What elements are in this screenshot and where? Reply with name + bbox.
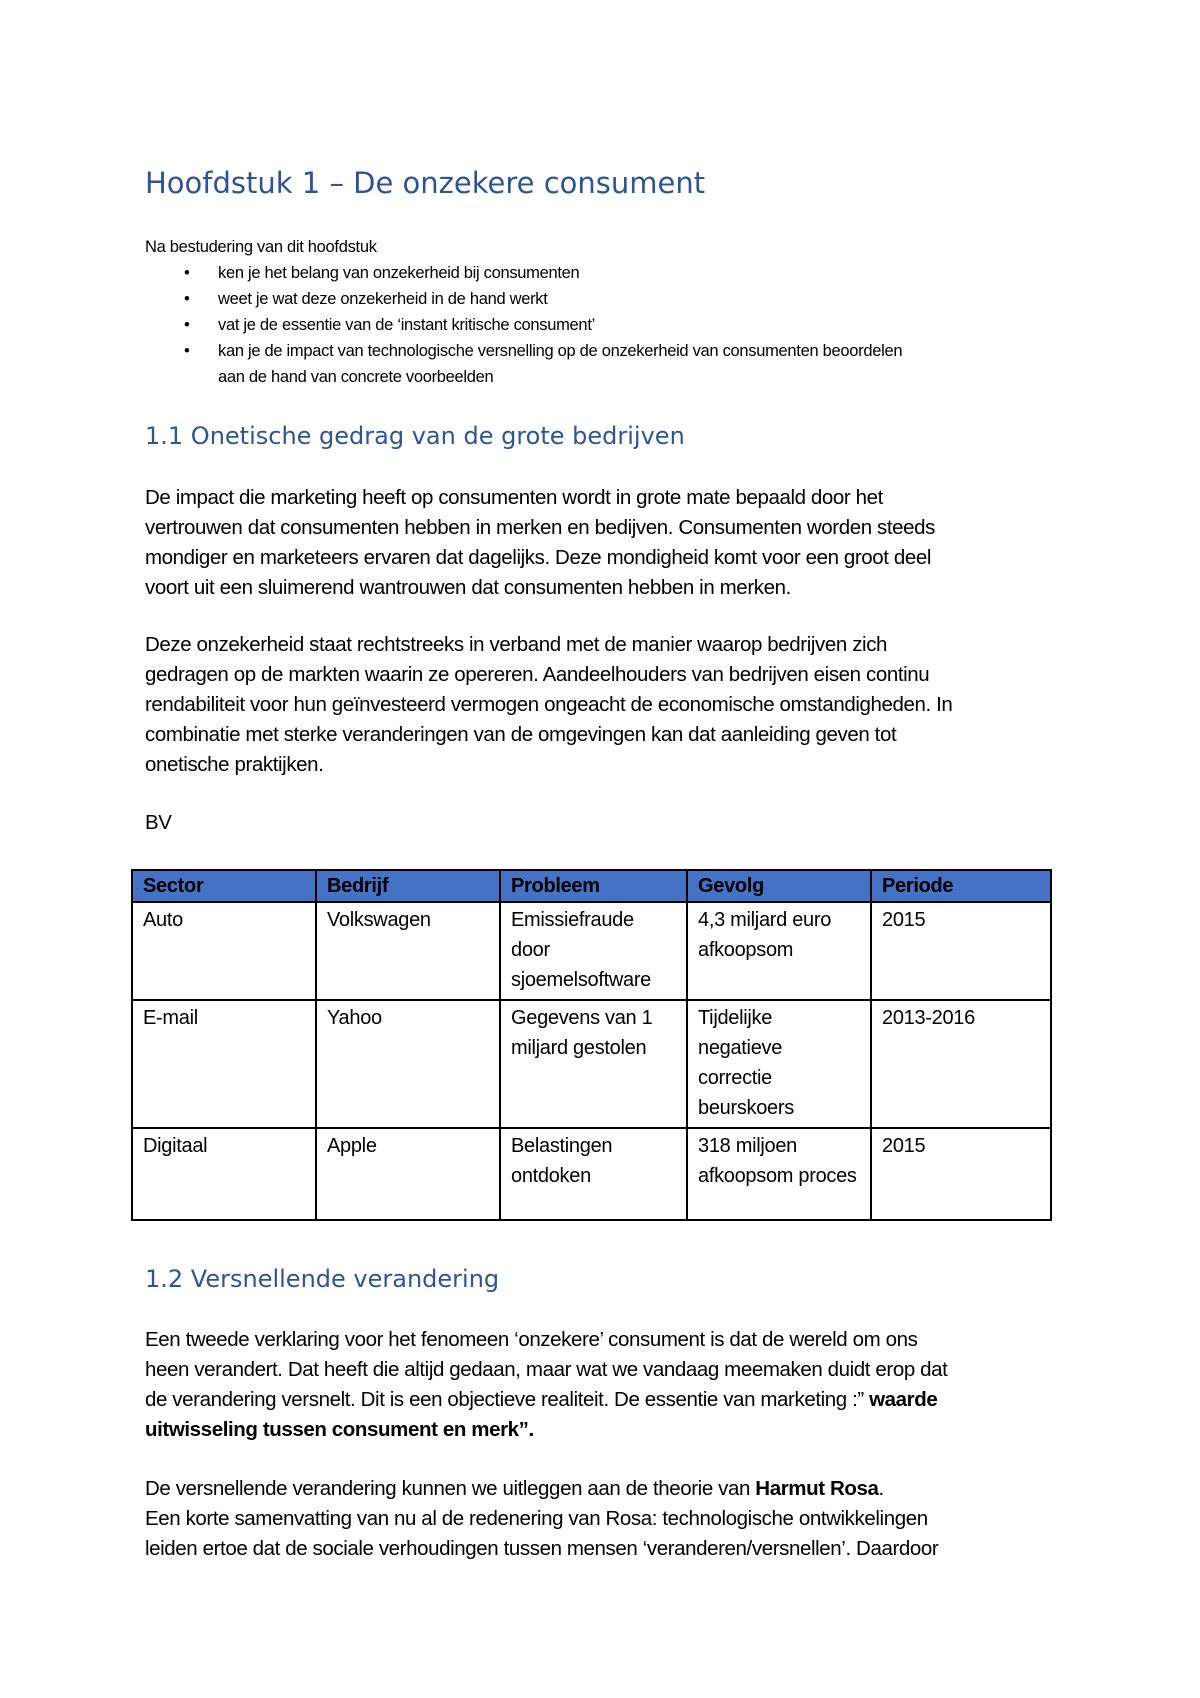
table-cell: Volkswagen <box>316 902 500 1000</box>
table-cell: Digitaal <box>132 1128 316 1220</box>
table-cell: 4,3 miljard euro afkoopsom <box>687 902 871 1000</box>
list-item-text: vat je de essentie van de ‘instant kritische consument’ <box>218 316 595 334</box>
column-header: Bedrijf <box>316 870 500 902</box>
text-line: mondiger en marketeers ervaren dat dagelijks. Deze mondigheid komt voor een groot deel <box>145 546 932 569</box>
table-cell: 2013-2016 <box>871 1000 1051 1128</box>
text-line: rendabiliteit voor hun geïnvesteerd vermogen ongeacht de economische omstandigheden. In <box>145 693 953 716</box>
text-line <box>145 1415 947 1445</box>
bold-text: uitwisseling tussen consument en merk” <box>145 1418 529 1441</box>
column-header: Gevolg <box>687 870 871 902</box>
text-line: gedragen op de markten waarin ze opereren. Aandeelhouders van bedrijven eisen continu <box>145 663 930 686</box>
table-cell: Belastingen ontdoken <box>500 1128 687 1220</box>
text-line: heen verandert. Dat heeft die altijd gedaan, maar wat we vandaag meemaken duidt erop dat <box>145 1358 948 1381</box>
table-cell: 2015 <box>871 1128 1051 1220</box>
bullet-icon: • <box>184 290 190 308</box>
bullet-icon: • <box>184 342 190 360</box>
text-line: vertrouwen dat consumenten hebben in merken en bedijven. Consumenten worden steeds <box>145 516 935 539</box>
section-heading-1-2: 1.2 Versnellende verandering <box>145 1265 500 1293</box>
examples-table <box>131 869 1052 1221</box>
text-line: Een korte samenvatting van nu al de redenering van Rosa: technologische ontwikkelingen <box>145 1507 928 1530</box>
list-item <box>0 290 1200 314</box>
text-line: voort uit een sluimerend wantrouwen dat consumenten hebben in merken. <box>145 576 791 599</box>
paragraph <box>145 630 952 780</box>
list-item <box>0 316 1200 340</box>
column-header: Periode <box>871 870 1051 902</box>
example-label: BV <box>145 811 172 834</box>
text-line: Een tweede verklaring voor het fenomeen ‘onzekere’ consument is dat de wereld om ons <box>145 1328 918 1351</box>
text-line: Deze onzekerheid staat rechtstreeks in verband met de manier waarop bedrijven zich <box>145 633 888 656</box>
paragraph <box>145 1325 947 1445</box>
table-cell: Auto <box>132 902 316 1000</box>
column-header: Probleem <box>500 870 687 902</box>
list-item-text: kan je de impact van technologische versnelling op de onzekerheid van consumenten beoordelen <box>218 342 903 360</box>
list-item <box>0 342 1200 366</box>
bold-text: Harmut Rosa <box>755 1477 879 1500</box>
list-item-text: weet je wat deze onzekerheid in de hand werkt <box>218 290 548 308</box>
bullet-icon: • <box>184 264 190 282</box>
bullet-icon: • <box>184 316 190 334</box>
table-cell: 318 miljoen afkoopsom proces <box>687 1128 871 1220</box>
table-row <box>132 1000 1051 1128</box>
table-header-row <box>132 870 1051 902</box>
text-line: De impact die marketing heeft op consumenten wordt in grote mate bepaald door het <box>145 486 883 509</box>
intro-lead: Na bestudering van dit hoofdstuk <box>145 238 377 256</box>
list-item-text: ken je het belang van onzekerheid bij consumenten <box>218 264 580 282</box>
text-line: combinatie met sterke veranderingen van de omgevingen kan dat aanleiding geven tot <box>145 723 897 746</box>
text-span: . <box>878 1477 884 1500</box>
table-cell: Emissiefraude door sjoemelsoftware <box>500 902 687 1000</box>
list-item-continuation: aan de hand van concrete voorbeelden <box>218 368 494 386</box>
text-span: de verandering versnelt. Dit is een objectieve realiteit. De essentie van marketing :” <box>145 1388 864 1411</box>
bold-text: waarde <box>869 1388 938 1411</box>
list-item <box>0 264 1200 288</box>
text-line <box>145 1385 947 1415</box>
table-cell: Yahoo <box>316 1000 500 1128</box>
paragraph <box>145 1474 938 1564</box>
paragraph <box>145 483 935 603</box>
text-line: onetische praktijken. <box>145 753 324 776</box>
column-header: Sector <box>132 870 316 902</box>
table-cell: 2015 <box>871 902 1051 1000</box>
text-line: leiden ertoe dat de sociale verhoudingen tussen mensen ‘veranderen/versnellen’. Daardoor <box>145 1537 939 1560</box>
text-span: De versnellende verandering kunnen we uitleggen aan de theorie van <box>145 1477 750 1500</box>
table-row <box>132 902 1051 1000</box>
table-cell: Gegevens van 1 miljard gestolen <box>500 1000 687 1128</box>
table-cell: Apple <box>316 1128 500 1220</box>
text-span: . <box>528 1418 534 1441</box>
table-cell: Tijdelijke negatieve correctie beurskoers <box>687 1000 871 1128</box>
page-title: Hoofdstuk 1 – De onzekere consument <box>145 166 706 200</box>
section-heading-1-1: 1.1 Onetische gedrag van de grote bedrijven <box>145 422 685 450</box>
table-row <box>132 1128 1051 1220</box>
table-cell: E-mail <box>132 1000 316 1128</box>
text-line <box>145 1474 938 1504</box>
